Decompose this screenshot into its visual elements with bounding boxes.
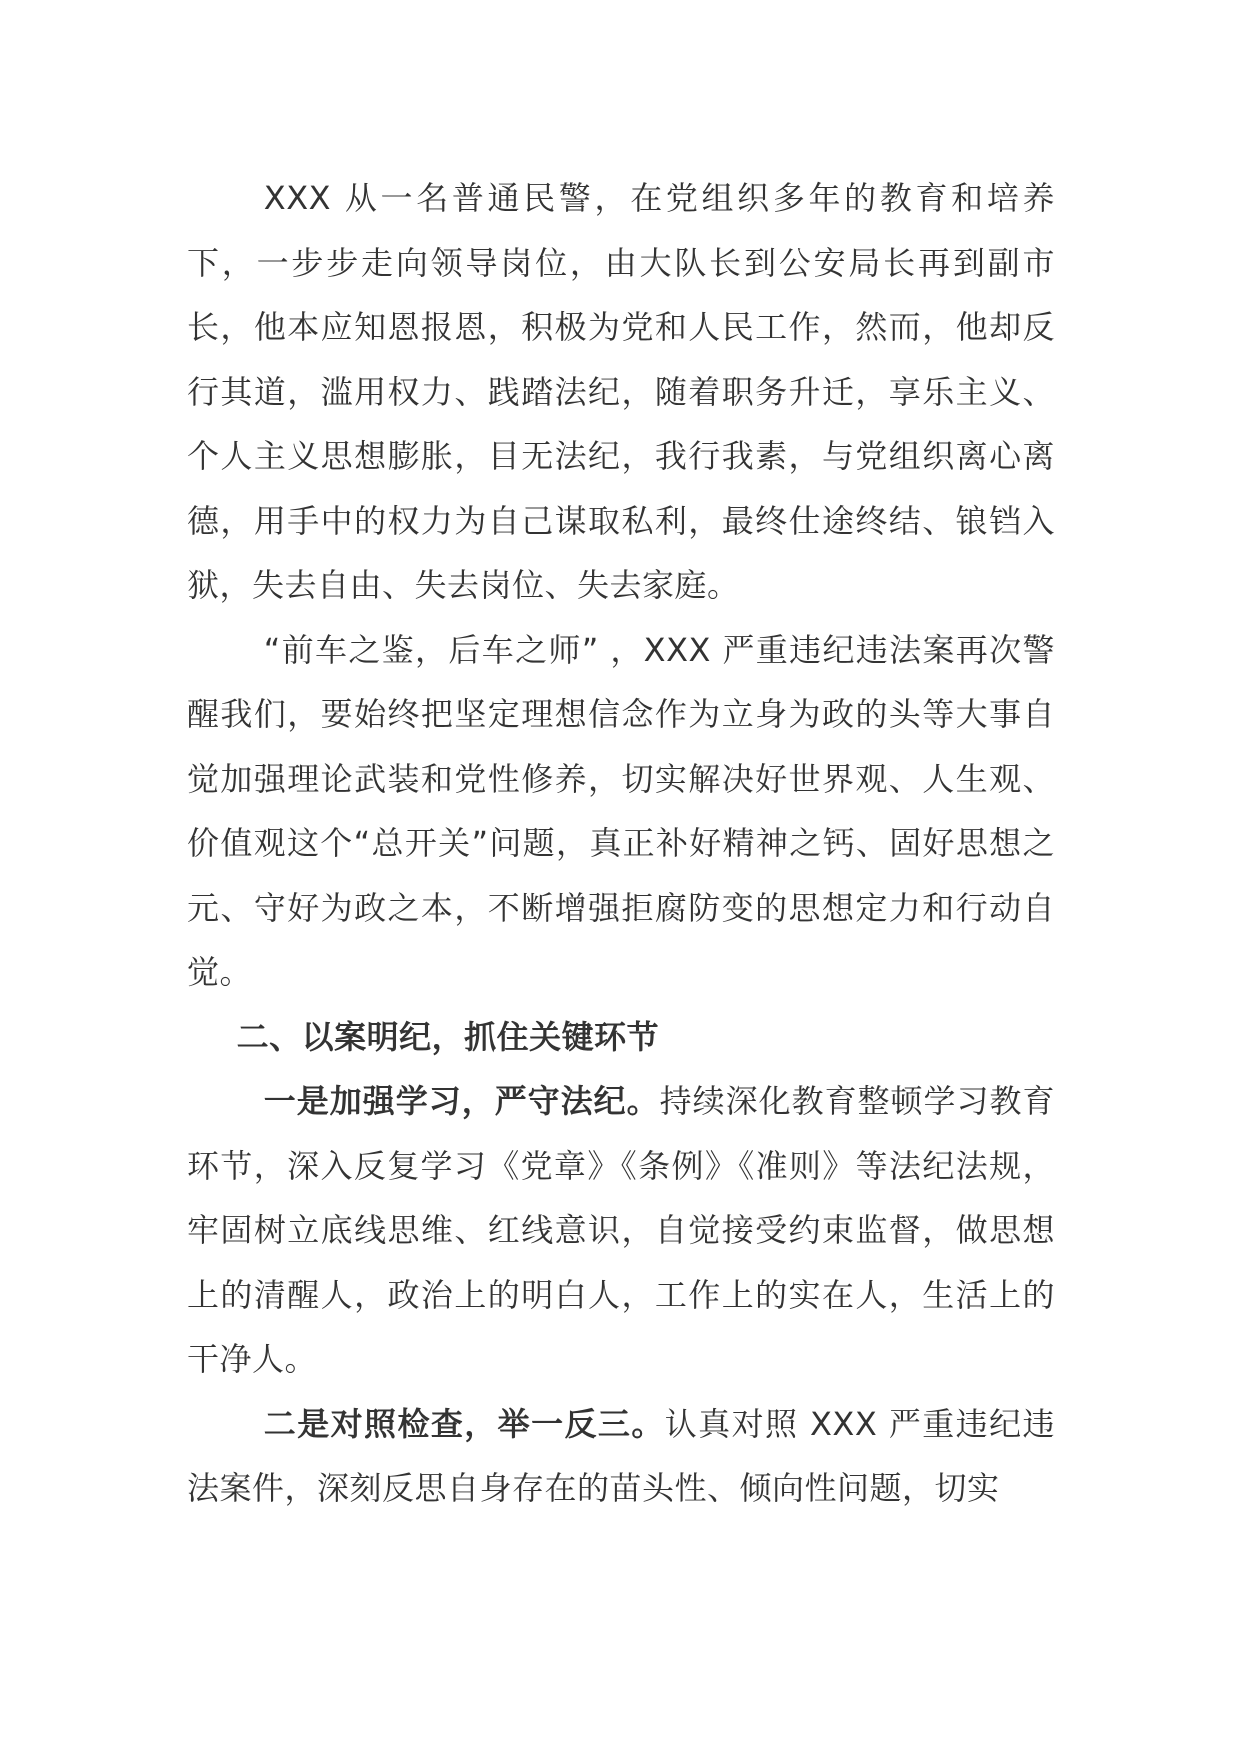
point-2-text: 认真对照 XXX 严重违纪违法案件，深刻反思自身存在的苗头性、倾向性问题，切实 <box>187 1404 1055 1507</box>
paragraph-2 <box>187 618 1055 1005</box>
point-1-lead: 一是加强学习，严守法纪。 <box>263 1082 660 1120</box>
point-2 <box>187 1392 1055 1521</box>
point-1-text: 持续深化教育整顿学习教育环节，深入反复学习《党章》《条例》《准则》等法纪法规，牢固树立底线思维、红线意识，自觉接受约束监督，做思想上的清醒人，政治上的明白人，工作上的实在人，生活上的干净人。 <box>187 1082 1055 1378</box>
paragraph-1-text: XXX 从一名普通民警，在党组织多年的教育和培养下，一步步走向领导岗位，由大队长到公安局长再到副市长，他本应知恩报恩，积极为党和人民工作，然而，他却反行其道，滥用权力、践踏法纪，随着职务升迁，享乐主义、个人主义思想膨胀，目无法纪，我行我素，与党组织离心离德，用手中的权力为自己谋取私利，最终仕途终结、锒铛入狱，失去自由、失去岗位、失去家庭。 <box>187 179 1055 604</box>
point-2-lead: 二是对照检查，举一反三。 <box>263 1404 665 1443</box>
section-heading: 二、以案明纪，抓住关键环节 <box>236 1017 660 1056</box>
point-1 <box>187 1069 1055 1392</box>
document-body <box>187 166 1055 1521</box>
paragraph-1 <box>187 166 1055 618</box>
paragraph-2-text: “前车之鉴，后车之师” ，XXX 严重违纪违法案再次警醒我们，要始终把坚定理想信念作为立身为政的头等大事自觉加强理论武装和党性修养，切实解决好世界观、人生观、价值观这个“总开关”问题，真正补好精神之钙、固好思想之元、守好为政之本，不断增强拒腐防变的思想定力和行动自觉。 <box>187 630 1055 991</box>
